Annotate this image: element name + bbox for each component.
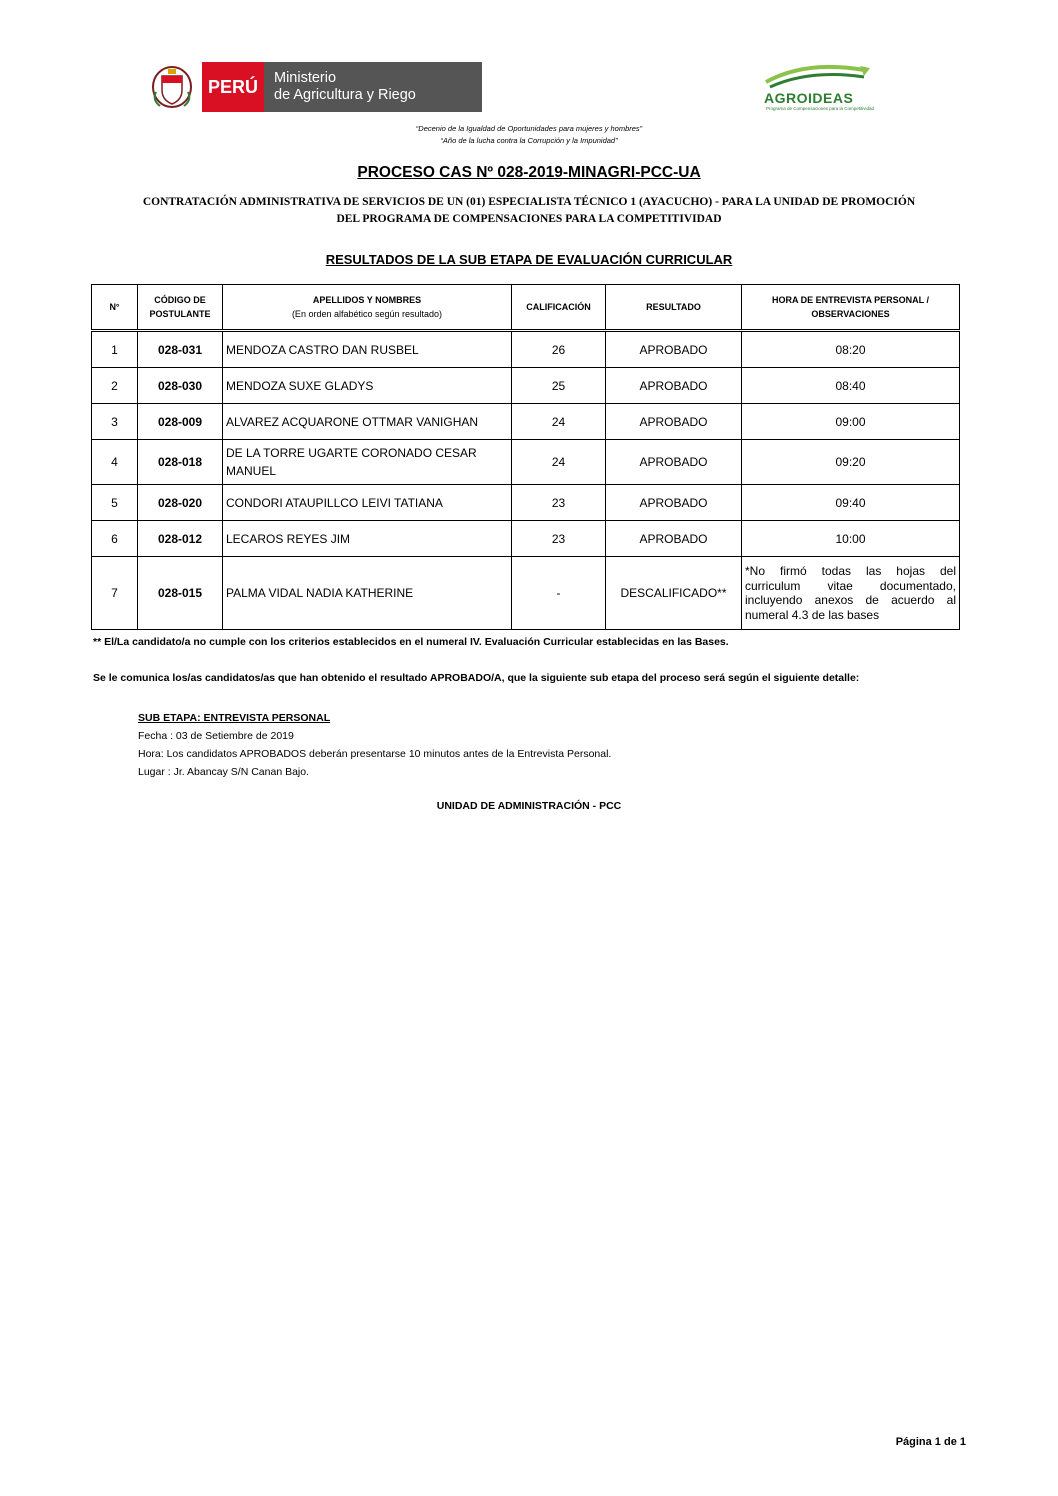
cell-result: APROBADO xyxy=(606,331,742,368)
cell-observation: 09:00 xyxy=(742,404,960,440)
header-num: N° xyxy=(92,285,138,331)
table-row xyxy=(92,557,960,630)
table-row xyxy=(92,521,960,557)
cell-result: DESCALIFICADO** xyxy=(606,557,742,630)
approved-notice: Se le comunica los/as candidatos/as que han obtenido el resultado APROBADO/A, que la siguiente sub etapa del proceso será según el siguiente detalle: xyxy=(93,672,860,684)
cell-num: 2 xyxy=(92,368,138,404)
cell-observation: 09:20 xyxy=(742,440,960,485)
cell-code: 028-020 xyxy=(138,485,223,521)
motto-year: “Año de la lucha contra la Corrupción y la Impunidad” xyxy=(440,136,618,145)
cell-code: 028-015 xyxy=(138,557,223,630)
cell-score: 23 xyxy=(512,485,606,521)
cell-num: 7 xyxy=(92,557,138,630)
table-row xyxy=(92,440,960,485)
page-number: Página 1 de 1 xyxy=(895,1436,966,1448)
cell-name: MENDOZA CASTRO DAN RUSBEL xyxy=(223,331,512,368)
cell-name: MENDOZA SUXE GLADYS xyxy=(223,368,512,404)
cell-code: 028-012 xyxy=(138,521,223,557)
contract-description xyxy=(98,194,960,228)
cell-num: 1 xyxy=(92,331,138,368)
contract-description-line-1: CONTRATACIÓN ADMINISTRATIVA DE SERVICIOS DE UN (01) ESPECIALISTA TÉCNICO 1 (AYACUCHO) - PARA LA UNIDAD DE PROMOCIÓN xyxy=(142,196,916,208)
table-row xyxy=(92,331,960,368)
ministry-logo xyxy=(148,62,482,112)
header-code-line-2: POSTULANTE xyxy=(149,309,211,319)
cell-observation: *No firmó todas las hojas del curriculum vitae documentado, incluyendo anexos de acuerdo al numeral 4.3 de las bases xyxy=(742,557,960,630)
next-stage-time: Hora: Los candidatos APROBADOS deberán presentarse 10 minutos antes de la Entrevista Personal. xyxy=(138,748,612,760)
header-names-line-1: APELLIDOS Y NOMBRES xyxy=(312,295,422,305)
header-score: CALIFICACIÓN xyxy=(512,285,606,331)
cell-score: 24 xyxy=(512,440,606,485)
cell-observation: 08:20 xyxy=(742,331,960,368)
next-stage-place: Lugar : Jr. Abancay S/N Canan Bajo. xyxy=(138,766,310,778)
cell-num: 6 xyxy=(92,521,138,557)
issuing-unit: UNIDAD DE ADMINISTRACIÓN - PCC xyxy=(436,800,622,812)
results-table xyxy=(91,284,960,630)
process-title: PROCESO CAS Nº 028-2019-MINAGRI-PCC-UA xyxy=(357,164,701,181)
header-code-line-1: CÓDIGO DE xyxy=(154,295,206,305)
cell-code: 028-030 xyxy=(138,368,223,404)
disqualification-footnote: ** El/La candidato/a no cumple con los criterios establecidos en el numeral IV. Evaluación Curricular establecidas en las Bases. xyxy=(93,636,729,648)
peru-brand-box: PERÚ xyxy=(202,62,264,112)
header-code xyxy=(138,285,223,331)
ministry-line-1: Ministerio xyxy=(274,70,337,86)
cell-score: 26 xyxy=(512,331,606,368)
header-names xyxy=(223,285,512,331)
cell-num: 5 xyxy=(92,485,138,521)
agroideas-name: AGROIDEAS xyxy=(764,90,854,106)
next-stage-title: SUB ETAPA: ENTREVISTA PERSONAL xyxy=(138,712,331,724)
table-header-row xyxy=(92,285,960,331)
table-row xyxy=(92,485,960,521)
results-title: RESULTADOS DE LA SUB ETAPA DE EVALUACIÓN CURRICULAR xyxy=(325,252,733,267)
ministry-name-box xyxy=(264,62,482,112)
cell-result: APROBADO xyxy=(606,404,742,440)
cell-score: 24 xyxy=(512,404,606,440)
cell-code: 028-018 xyxy=(138,440,223,485)
header-observations xyxy=(742,285,960,331)
header-obs-line-2: OBSERVACIONES xyxy=(811,309,890,319)
cell-num: 4 xyxy=(92,440,138,485)
cell-code: 028-031 xyxy=(138,331,223,368)
cell-name: LECAROS REYES JIM xyxy=(223,521,512,557)
cell-code: 028-009 xyxy=(138,404,223,440)
agroideas-swoosh-icon xyxy=(762,62,878,90)
cell-observation: 09:40 xyxy=(742,485,960,521)
header-obs-line-1: HORA DE ENTREVISTA PERSONAL / xyxy=(771,295,930,305)
table-row xyxy=(92,404,960,440)
cell-score: 25 xyxy=(512,368,606,404)
cell-name: DE LA TORRE UGARTE CORONADO CESAR MANUEL xyxy=(223,440,512,485)
coat-of-arms-icon xyxy=(148,62,196,112)
cell-score: 23 xyxy=(512,521,606,557)
cell-name: ALVAREZ ACQUARONE OTTMAR VANIGHAN xyxy=(223,404,512,440)
cell-observation: 08:40 xyxy=(742,368,960,404)
cell-num: 3 xyxy=(92,404,138,440)
cell-observation: 10:00 xyxy=(742,521,960,557)
motto-decade: “Decenio de la Igualdad de Oportunidades para mujeres y hombres” xyxy=(415,124,643,133)
cell-result: APROBADO xyxy=(606,440,742,485)
cell-score: - xyxy=(512,557,606,630)
table-row xyxy=(92,368,960,404)
agroideas-tagline: Programa de Compensaciones para la Competitividad xyxy=(766,106,875,111)
next-stage-date: Fecha : 03 de Setiembre de 2019 xyxy=(138,730,294,742)
cell-result: APROBADO xyxy=(606,368,742,404)
header-result: RESULTADO xyxy=(606,285,742,331)
header-names-line-2: (En orden alfabético según resultado) xyxy=(291,309,443,319)
cell-name: CONDORI ATAUPILLCO LEIVI TATIANA xyxy=(223,485,512,521)
cell-name: PALMA VIDAL NADIA KATHERINE xyxy=(223,557,512,630)
cell-result: APROBADO xyxy=(606,485,742,521)
cell-result: APROBADO xyxy=(606,521,742,557)
agroideas-logo xyxy=(762,62,878,114)
contract-description-line-2: DEL PROGRAMA DE COMPENSACIONES PARA LA COMPETITIVIDAD xyxy=(336,213,722,225)
ministry-line-2: de Agricultura y Riego xyxy=(274,87,416,103)
